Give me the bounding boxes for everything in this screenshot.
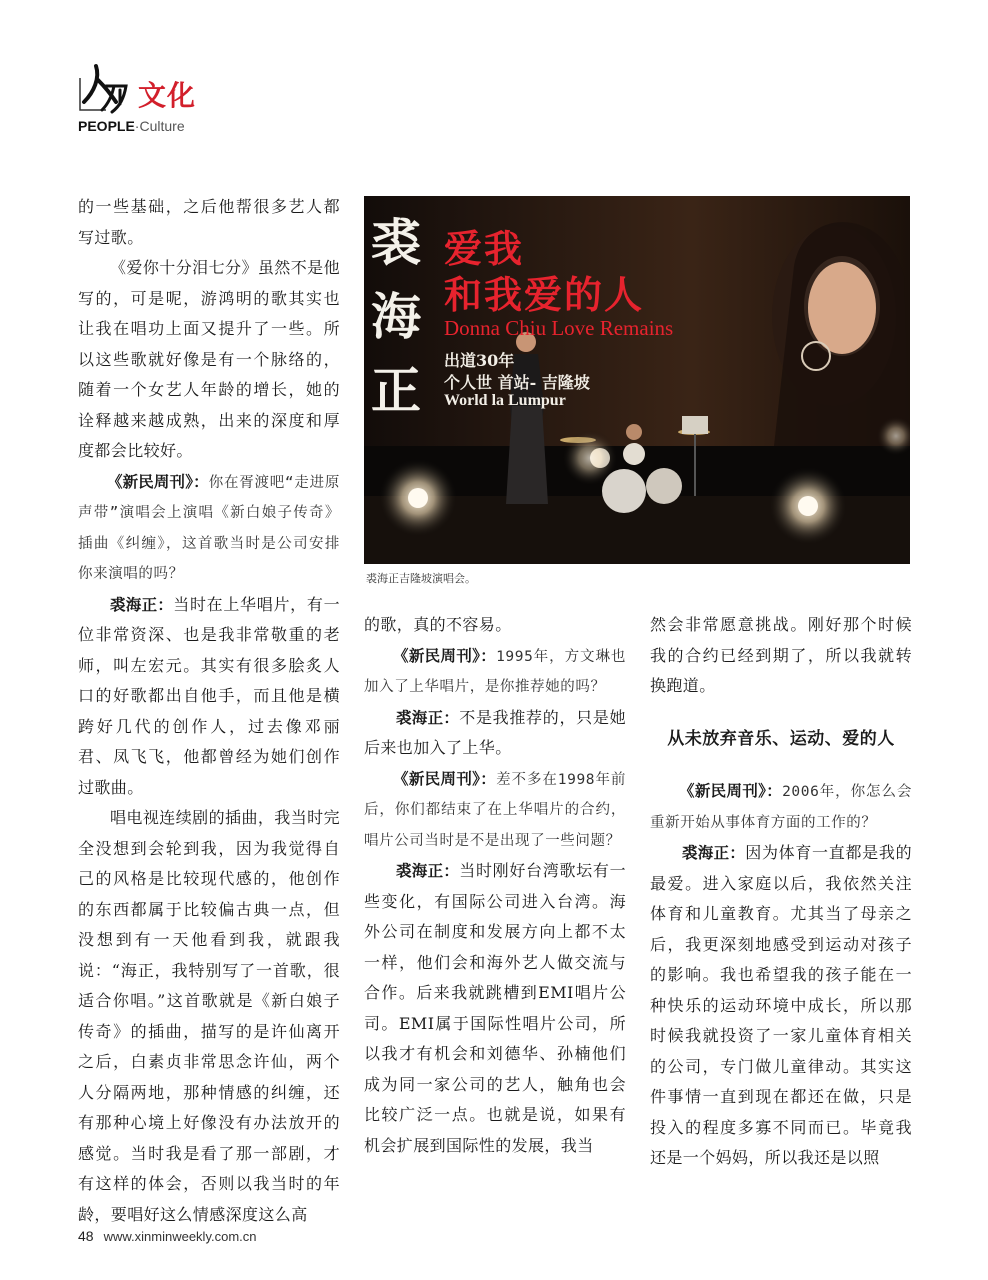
website-url: www.xinminweekly.com.cn [103,1229,257,1244]
page-number: 48 [78,1228,94,1244]
section-subtitle [78,118,185,134]
photo-caption: 裘海正吉隆坡演唱会。 [366,572,476,585]
question-text: 1995年，方文琳也加入了上华唱片，是你推荐她的吗？ [364,648,626,695]
question-text: 差不多在1998年前后，你们都结束了在上华唱片的合约，唱片公司当时是不是出现了一些问题？ [364,771,626,849]
article-column-2 [364,610,626,1161]
interview-question [364,764,626,857]
answer-text: 因为体育一直都是我的最爱。进入家庭以后，我依然关注体育和儿童教育。尤其当了母亲之后，我更深刻地感受到运动对孩子的影响。我也希望我的孩子能在一种快乐的运动环境中成长，所以那时候我就投资了一家儿童体育相关的公司，专门做儿童律动。其实这件事情一直到现在都还在做，只是投入的程度多寡不同而已。毕竟我还是一个妈妈，所以我还是以照 [650,843,912,1167]
article-column-3 [650,610,912,1174]
article-column-1 [78,192,340,1230]
question-label: 《新民周刊》： [107,472,209,491]
paragraph: 的一些基础，之后他帮很多艺人都写过歌。 [78,197,340,247]
paragraph: 唱电视连续剧的插曲，我当时完全没想到会轮到我，因为我觉得自己的风格是比较现代感的，他创作的东西都属于比较偏古典一点，但没想到有一天他看到我，就跟我说：“海正，我特别写了一首歌，很适合你唱。”这首歌就是《新白娘子传奇》的插曲，描写的是许仙离开之后，白素贞非常思念许仙，两个人分隔两地，那种情感的纠缠，还有那种心境上好像没有办法放开的感觉。当时我是看了那一部剧，才有这样的体会，否则以我当时的年龄，要唱好这么情感深度这么高 [78,808,340,1224]
interview-question [78,467,340,590]
paragraph: 的歌，真的不容易。 [364,615,512,634]
masthead [76,58,226,138]
speaker-label: 裘海正： [110,595,174,614]
question-text: 2006年，你怎么会重新开始从事体育方面的工作的？ [650,784,912,831]
brand-label: PEOPLE [78,118,135,134]
answer-text: 当时在上华唱片，有一位非常资深、也是我非常敬重的老师，叫左宏元。其实有很多脍炙人口的好歌都出自他手，而且他是横跨好几代的创作人，过去像邓丽君、凤飞飞，他都曾经为她们创作过歌曲。 [78,594,340,797]
interview-question [364,641,626,703]
category-label: Culture [139,118,185,134]
interview-answer [78,590,340,804]
poster-singer-name: 裘海正 [371,213,421,420]
section-title: 文化 [138,79,197,112]
people-logo-glyph [76,58,146,118]
interview-question [650,776,912,838]
interview-answer [650,838,912,1174]
question-label: 《新民周刊》： [393,646,497,665]
speaker-label: 裘海正： [396,708,460,727]
separator: · [134,118,140,134]
poster-subtitle-1: 出道30年 [444,351,515,370]
speaker-label: 裘海正： [682,844,746,862]
paragraph: 《爱你十分泪七分》虽然不是他写的，可是呢，游鸿明的歌其实也让我在唱功上面又提升了一些。所以这些歌就好像是有一个脉络的，随着一个女艺人年龄的增长，她的诠释越来越成熟，出来的深度和厚度都会比较好。 [78,258,340,460]
interview-answer [364,856,626,1161]
question-label: 《新民周刊》： [393,769,497,788]
paragraph: 然会非常愿意挑战。刚好那个时候我的合约已经到期了，所以我就转换跑道。 [650,615,912,695]
question-label: 《新民周刊》： [679,782,783,800]
question-text: 你在胥渡吧“走进原声带”演唱会上演唱《新白娘子传奇》插曲《纠缠》，这首歌当时是公司安排你来演唱的吗？ [78,474,340,582]
concert-photo [364,196,910,564]
answer-text: 当时刚好台湾歌坛有一些变化，有国际公司进入台湾。海外公司在制度和发展方向上都不太一样，他们会和海外艺人做交流与合作。后来我就跳槽到EMI唱片公司。EMI属于国际性唱片公司，所以我才有机会和刘德华、孙楠他们成为同一家公司的艺人，触角也会比较广泛一点。也就是说，如果有机会扩展到国际性的发展，我当 [364,861,626,1155]
poster-title-line-2: 和我爱的人 [444,272,645,317]
poster-title-line-1: 爱我 [444,226,525,271]
page-footer [78,1228,257,1244]
section-heading: 从未放弃音乐、运动、爱的人 [667,728,895,749]
speaker-label: 裘海正： [396,862,460,880]
poster-english-title: Donna Chiu Love Remains [444,316,674,340]
poster-subtitle-3: World la Lumpur [444,392,566,409]
poster-subtitle-2: 个人世 首站- 吉隆坡 [444,373,590,392]
interview-answer [364,703,626,764]
answer-text: 不是我推荐的，只是她后来也加入了上华。 [364,707,626,757]
